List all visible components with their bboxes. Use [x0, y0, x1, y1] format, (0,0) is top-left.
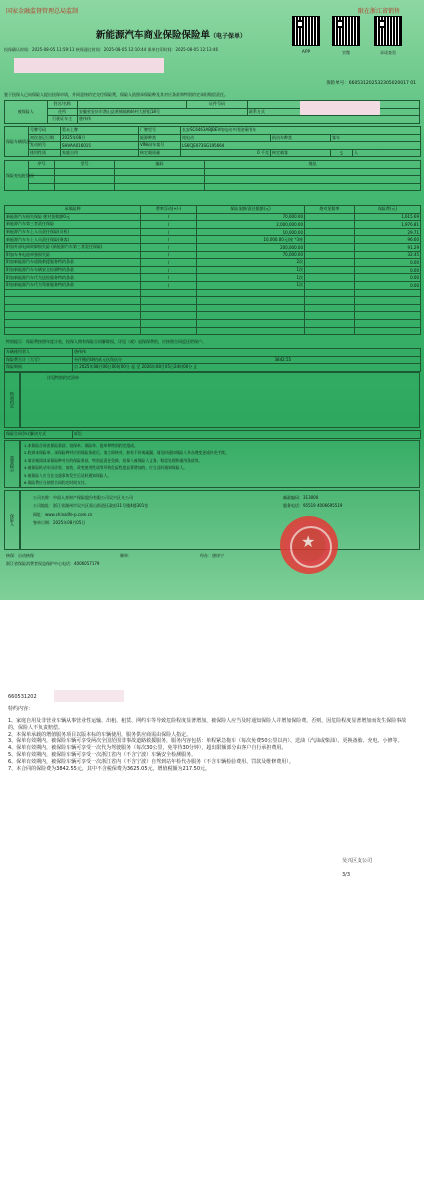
coverage-row — [5, 243, 421, 251]
coverage-row — [5, 251, 421, 259]
cov-rate: / — [141, 228, 197, 236]
charging-col-code: 编码 — [115, 161, 205, 169]
special-first-line: 详见特别约定清单 — [47, 375, 79, 380]
page2-branch: 吴兴区支公司 — [342, 858, 373, 864]
special-terms-page — [0, 600, 424, 1200]
cov-amount: 200,000.00 — [197, 243, 305, 251]
cov-amount: 1次 — [197, 281, 305, 289]
page2-policy-no: 660531202 — [8, 694, 37, 700]
term-item: 1、家庭自用及非营业车辆从事营业性运输、出租、租赁、网约车等导致危险程度显著增加，被保险人应当及时通知保险人并增加保险费。否则，因危险程度显著增加而发生保险事故的，保险人不负责赔偿。 — [8, 718, 407, 731]
model-label: 厂牌型号 — [139, 127, 181, 135]
model-value: 长安SC6463ABJBEV纯电动多用途乘用车 — [181, 127, 421, 135]
insurer-content — [20, 490, 420, 550]
cov-deductible — [305, 281, 355, 289]
important-item: 2.收到本保险单、承保险种对应的保险条款后，请立即核对，如有不符或疏漏，请及时通知保险人并办理变更或补充手续。 — [24, 450, 229, 456]
usage-value: 家庭自用 — [61, 149, 139, 157]
title-subtitle: （电子保单） — [210, 33, 247, 40]
redacted-cert — [300, 101, 380, 115]
insurer-label: 保险人 — [4, 490, 20, 550]
premium-total-label: 保险费合计（大写） — [5, 356, 73, 364]
cov-rate: / — [141, 213, 197, 221]
timestamp-line: 投保确认时间：2025-08-05 11:59:11 核保通过时间：2025-08-05 12:10:44 保单打印时间：2025-08-05 12:13:46 — [4, 47, 218, 52]
cov-amount: 70,000.00 — [197, 251, 305, 259]
vin-label: VIN码/车架号 — [139, 142, 181, 150]
plate-label: 号牌号码 — [29, 127, 61, 135]
seats-value: 5 — [331, 149, 353, 157]
intro-notice: 鉴于投保人已向保险人提出投保申请，并同意按约定交付保险费，保险人依照承保险种及其对应条款和特别约定承担赔偿责任。 — [4, 92, 228, 97]
cov-premium: 0.00 — [355, 281, 421, 289]
dispute-label: 保险合同争议解决方式 — [5, 431, 73, 439]
qr-label-app: APP — [301, 50, 311, 55]
cov-rate: / — [141, 236, 197, 244]
term-item: 4、保单有效期内，被保险车辆可享受一次代为驾驶服务（每次30公里，免等待30分钟），超出限额部分由客户自行承担费用。 — [8, 745, 287, 752]
cov-deductible — [305, 266, 355, 274]
qr-label-verify: 承诺查验 — [380, 50, 396, 55]
engine-value: SHVAA016015 — [61, 142, 139, 150]
seats-label: 核定载客 — [271, 149, 331, 157]
important-content — [20, 440, 420, 488]
vin-value: LS6CJE073SG195664 — [181, 142, 421, 150]
load-number: 0 — [257, 150, 260, 156]
plate-value: 暂未上牌 — [61, 127, 139, 135]
charging-table — [4, 160, 421, 191]
dispute-table — [4, 430, 421, 439]
coverage-row — [5, 281, 421, 289]
engine-label: 发动机号 — [29, 142, 61, 150]
qr-code-group — [290, 14, 418, 68]
load-label: 核定载质量 — [139, 149, 181, 157]
made-by: 制单： — [120, 553, 132, 558]
vehicle-user-label: 车辆使用者人 — [5, 349, 73, 357]
premium-table — [4, 348, 421, 372]
cov-amount: 2次 — [197, 259, 305, 267]
special-content — [20, 372, 420, 428]
cov-premium: 0.00 — [355, 259, 421, 267]
coverage-row — [5, 259, 421, 267]
handled-by: 经办：唐诗宁 — [200, 553, 224, 558]
energy-value: 纯电动 — [181, 134, 271, 142]
insurer-website: 网址：www.chinalife-p.com.cn — [33, 511, 93, 517]
redacted-block — [14, 58, 164, 73]
seats-unit: 人 — [353, 149, 421, 157]
cov-name: 新能源汽车损失保险 绝对免赔额0元 — [5, 213, 141, 221]
driver-label: 行驶证车主 — [47, 116, 77, 124]
region-banner: 限在浙江省销售 — [357, 8, 400, 15]
complaint-line: 浙江省保险消费者权益保护中心电话：4006057179 — [6, 561, 100, 566]
load-unit: 千克 — [261, 150, 269, 156]
cov-deductible — [305, 251, 355, 259]
insured-label: 被保险人 — [5, 101, 48, 124]
cert-label: 证件号码 — [187, 101, 248, 109]
addr-label: 住所 — [47, 108, 77, 116]
page2-redacted — [54, 690, 124, 702]
name-value — [77, 101, 186, 109]
app-qr-icon[interactable] — [292, 16, 320, 46]
coverage-col-rate: 费率浮动(+/-) — [141, 206, 197, 214]
cov-deductible — [305, 213, 355, 221]
coverage-col-deductible: 绝对免赔率 — [305, 206, 355, 214]
coverage-row — [5, 266, 421, 274]
important-item: 4.被保险机动车因改装、加装、改变使用性质等导致危险程度显著增加的，应当及时通知保险人。 — [24, 465, 188, 471]
title-text: 新能源汽车商业保险保险单 — [96, 30, 211, 41]
cov-name: 附加新能源汽车车辆安全检测特约条款 — [5, 266, 141, 274]
coverage-col-amount: 保险金额/责任限额(元) — [197, 206, 305, 214]
term-item: 5、保单有效期内，被保险车辆可享受一次浙江省内（不含宁波）车辆安全检测服务。 — [8, 751, 197, 758]
cov-name: 附加外部电网故障损失险 (新能源汽车第三者责任保险) — [5, 243, 141, 251]
coverage-row — [5, 274, 421, 282]
cov-amount: 70,000.00 — [197, 213, 305, 221]
period-value: 自 2025年08月06日00时00分 起 至 2026年08月05日24时00分 止 — [73, 364, 421, 372]
term-item: 2、本保单承载的增值服务项目以版本标的车辆使用，服务供应商需由保险人指定。 — [8, 731, 192, 738]
important-item: 6.保险费应当按照合同约定时间支付。 — [24, 480, 89, 486]
insurer-company: 公司名称：中国人寿财产保险股份有限公司吴兴区支公司 — [33, 495, 133, 500]
insurer-info — [33, 494, 148, 528]
cov-premium: 29.71 — [355, 228, 421, 236]
dispute-value: 诉讼 — [73, 431, 421, 439]
coverage-col-name: 承保险种 — [5, 206, 141, 214]
term-item: 6、保单有效期内，被保险车辆可享受一次浙江省内（不含宁波）自驾到站年检代办服务（不含车辆检验费用、罚款及维修费用）。 — [8, 758, 294, 765]
premium-total-cell — [73, 356, 421, 364]
cov-deductible — [305, 228, 355, 236]
coverage-row — [5, 213, 421, 221]
term-item: 3、保单有效期内，被保险车辆可享受两次全国范围非事故道路救援服务，服务内容包括：单程紧急拖车（每次免费50公里以内）、送油（汽油或柴油）、更换备胎、充电、小修等。 — [8, 738, 403, 745]
usage-label: 使用性质 — [29, 149, 61, 157]
cov-deductible — [305, 243, 355, 251]
cov-premium: 96.60 — [355, 236, 421, 244]
insurer-zip: 邮政编码：313000 — [283, 495, 319, 500]
important-item: 1.本保险合同由保险条款、投保单、保险单、批单和特别约定组成。 — [24, 443, 138, 448]
document-title — [96, 27, 246, 41]
insurer-phone: 服务电话：95519 4006695519 — [283, 503, 343, 509]
vehicle-table — [4, 126, 421, 157]
special-reminder: 特别提示：保险费按照年度计收，投保人拥有保险合同解除权，详见（或）退保保费的，应按照合同返还给保户。 — [6, 339, 206, 344]
coverage-row — [5, 221, 421, 229]
premium-words: 叁仟捌佰肆拾贰元伍角伍分 — [74, 356, 122, 362]
cov-amount: 10,000.00元/座 *3座 — [197, 236, 305, 244]
cov-rate: / — [141, 243, 197, 251]
cov-name: 附加新能源汽车代为驾驶服务特约条款 — [5, 281, 141, 289]
insurer-sign-date: 签单日期：2025年08月05日 — [33, 520, 86, 526]
energy-label: 能源种类 — [139, 134, 181, 142]
coverage-row — [5, 236, 421, 244]
cov-name: 新能源汽车车上人员责任保险(司机) — [5, 228, 141, 236]
cov-name: 附加新能源汽车道路救援服务特约条款 — [5, 259, 141, 267]
page2-heading: 特约内容： — [8, 706, 34, 712]
driver-value: 唐伟伟 — [77, 116, 419, 124]
policy-number: 保险单号：660531202532305020017 01 — [326, 81, 416, 86]
cov-deductible — [305, 236, 355, 244]
wechat-qr-icon[interactable] — [332, 16, 360, 46]
name-label: 姓名/名称 — [47, 101, 77, 109]
insurer-address: 公司地址：浙江省湖州市吴兴区爱山街道区政府11号楼4楼301室 — [33, 503, 149, 509]
coverage-table — [4, 205, 421, 335]
cov-name: 附加新能源汽车代为送检服务特约条款 — [5, 274, 141, 282]
charging-col-model: 型号 — [55, 161, 115, 169]
qr-label-wechat: 官微 — [342, 50, 350, 55]
important-list — [24, 442, 414, 486]
verify-qr-icon[interactable] — [374, 16, 402, 46]
charging-col-no: 序号 — [29, 161, 55, 169]
period-label: 保险期间 — [5, 364, 73, 372]
vehicle-type-value: 客车 — [331, 134, 421, 142]
cov-rate: / — [141, 281, 197, 289]
important-item: 3.请详细阅读承保险种对应的保险条款，特别是责任免除、投保人被保险人义务、赔偿处理和通用条款等。 — [24, 457, 203, 463]
cov-name: 新能源汽车车上人员责任保险(乘客) — [5, 236, 141, 244]
cov-rate: / — [141, 274, 197, 282]
coverage-header-row — [5, 206, 421, 214]
cov-deductible — [305, 259, 355, 267]
cov-premium: 91.29 — [355, 243, 421, 251]
insurer-contact — [283, 494, 342, 511]
charging-col-address: 地址 — [205, 161, 421, 169]
vehicle-type-label: 机动车种类 — [271, 134, 331, 142]
reg-date-label: 初次登记日期 — [29, 134, 61, 142]
important-item: 5.被保险人应当在交通事故发生后及时通知保险人。 — [24, 472, 112, 478]
regulator-banner: 国家金融监督管理总局监制 — [6, 8, 79, 15]
cov-rate: / — [141, 266, 197, 274]
cov-premium: 1,976.81 — [355, 221, 421, 229]
cov-premium: 32.45 — [355, 251, 421, 259]
vehicle-label: 保险车辆情况 — [5, 127, 29, 157]
cov-premium: 0.00 — [355, 266, 421, 274]
cov-deductible — [305, 221, 355, 229]
company-seal-icon: ★ — [280, 516, 338, 574]
cov-premium: 1,615.69 — [355, 213, 421, 221]
load-value — [181, 149, 271, 157]
vehicle-user-value: 唐伟伟 — [73, 349, 421, 357]
cov-name: 附加车身电池单独损失险 — [5, 251, 141, 259]
contact-label: 联系方式 — [247, 108, 419, 116]
coverage-col-premium: 保险费(元) — [355, 206, 421, 214]
cov-amount: 10,000.00 — [197, 228, 305, 236]
cov-premium: 0.00 — [355, 274, 421, 282]
verify-by: 核保：自动核保 — [6, 553, 34, 558]
addr-value: 安徽省安庆市潜山县黄铺镇梅岭村大桥组18号 — [77, 108, 247, 116]
page2-page-number: 3/3 — [342, 872, 351, 878]
coverage-row — [5, 228, 421, 236]
cov-name: 新能源汽车第三者责任保险 — [5, 221, 141, 229]
cov-rate: / — [141, 251, 197, 259]
cov-amount: 1次 — [197, 266, 305, 274]
premium-amount: 3842.55 — [274, 356, 292, 362]
important-label: 重要提示 — [4, 440, 20, 488]
cov-deductible — [305, 274, 355, 282]
reg-date-value: 2025年08月 — [61, 134, 139, 142]
cov-rate: / — [141, 259, 197, 267]
page2-terms — [8, 718, 416, 772]
cov-amount: 1次 — [197, 274, 305, 282]
special-label: 特别约定 — [4, 372, 20, 428]
cov-rate: / — [141, 221, 197, 229]
term-item: 7、本合同的保险费为3842.55元，其中不含税保费为3625.05元，增值税额为217.50元。 — [8, 765, 211, 772]
charging-label: 保险充电桩情况 — [5, 161, 29, 191]
cov-amount: 2,000,000.00 — [197, 221, 305, 229]
